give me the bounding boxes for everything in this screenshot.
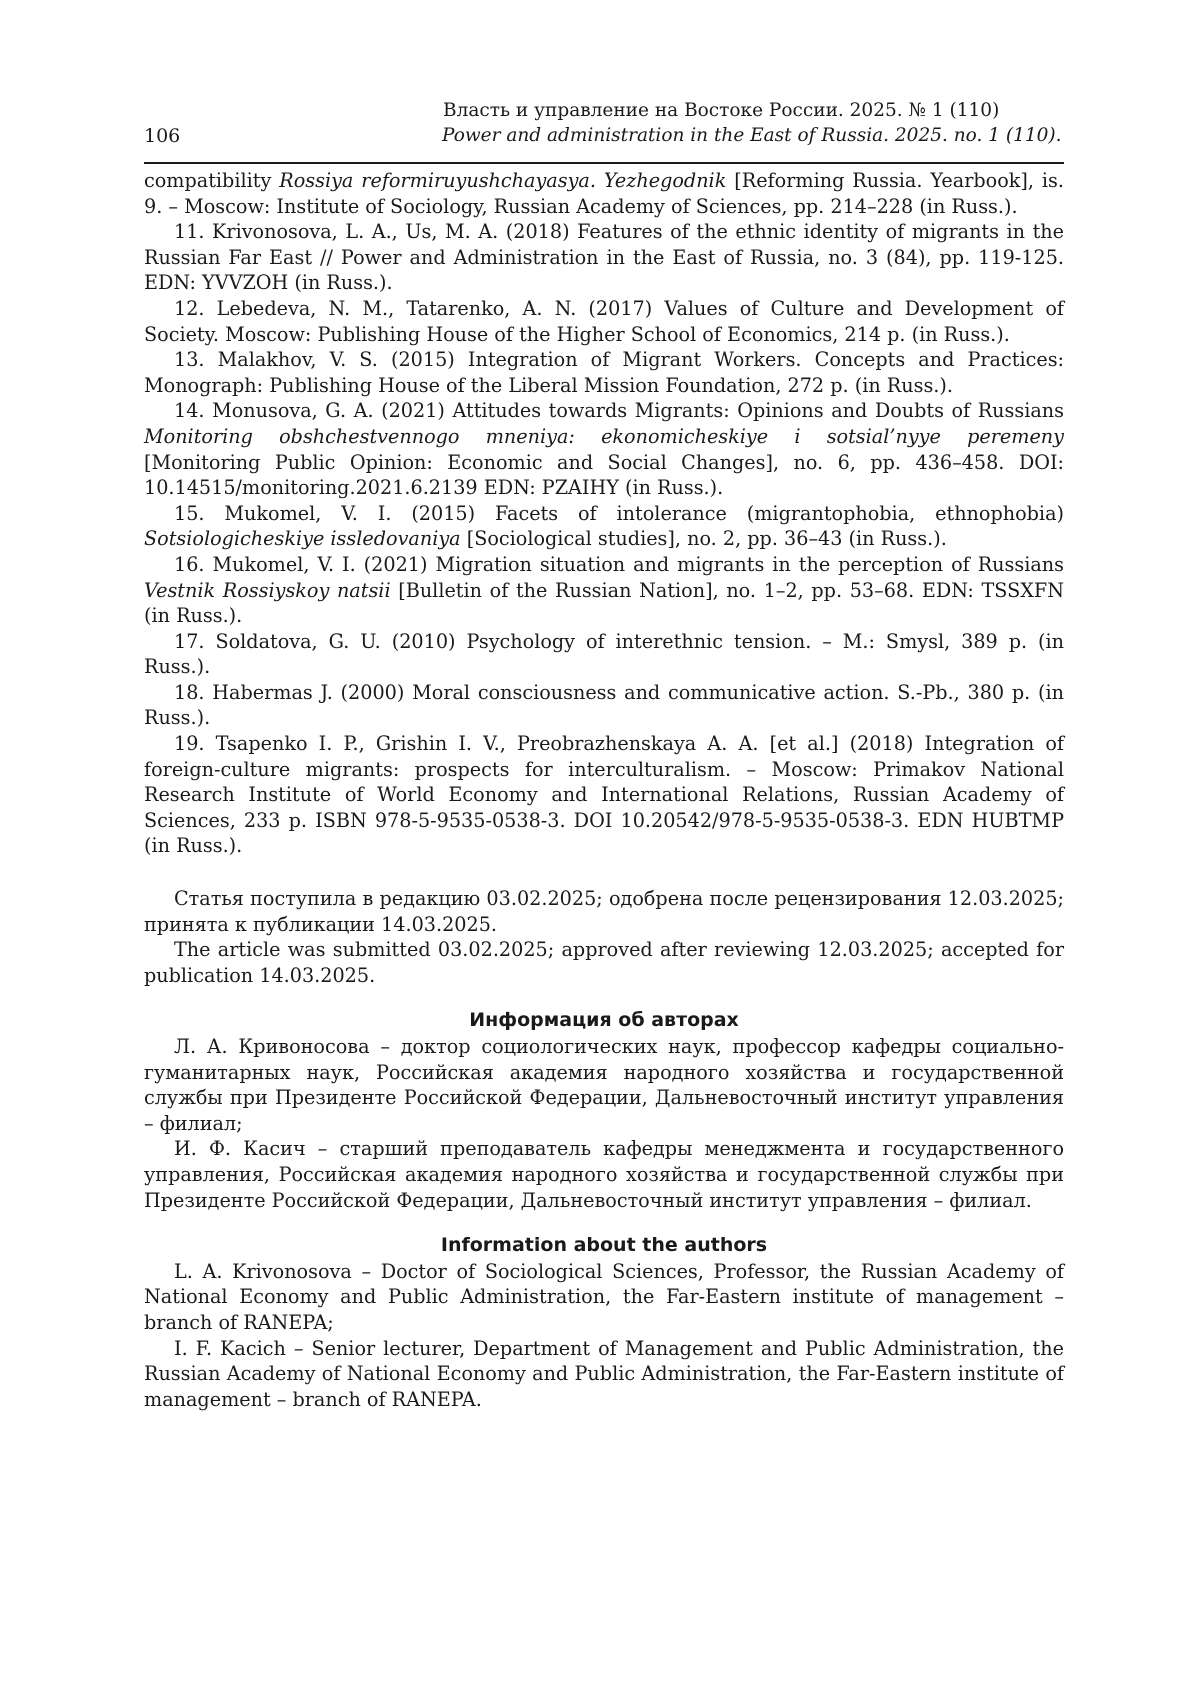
reference-text: [Reforming Russia. Yearbook], is. 9. – Moscow: Institute of Sociology, Russian Academy of Sciences, pp. 214–228 (in Russ.). bbox=[144, 169, 1064, 218]
journal-title-ru: Власть и управление на Востоке России. 2025. № 1 (110) bbox=[443, 100, 1000, 121]
reference-10-continuation bbox=[144, 168, 1064, 219]
author-2-ru: И. Ф. Касич – старший преподаватель кафедры менеджмента и государственного управления, Российская академия народного хозяйства и государственной службы при Президенте Российской Федерации, Дальневосточный институт управления – филиал. bbox=[144, 1137, 1064, 1212]
reference-source-italic: Vestnik Rossiyskoy natsii bbox=[144, 578, 391, 602]
author-1-en: L. A. Krivonosova – Doctor of Sociological Sciences, Professor, the Russian Academy of National Economy and Public Administration, the Far-Eastern institute of management – branch of RANEPA; bbox=[144, 1259, 1064, 1334]
reference-14 bbox=[144, 398, 1064, 500]
authors-info-en bbox=[144, 1233, 1064, 1412]
running-header bbox=[144, 98, 1064, 158]
section-spacer bbox=[144, 988, 1064, 1008]
reference-13: 13. Malakhov, V. S. (2015) Integration of Migrant Workers. Concepts and Practices: Monograph: Publishing House of the Liberal Mission Foundation, 272 p. (in Russ.). bbox=[144, 348, 1064, 397]
submission-info bbox=[144, 886, 1064, 988]
reference-source-italic: Sotsiologicheskiye issledovaniya bbox=[144, 527, 461, 551]
page-content bbox=[144, 168, 1064, 1412]
author-1-ru: Л. А. Кривоносова – доктор социологических наук, профессор кафедры социально-гуманитарных наук, Российская академия народного хозяйства и государственной службы при Президенте Российской Федерации, Дальневосточный институт управления – филиал; bbox=[144, 1035, 1064, 1135]
authors-heading-ru: Информация об авторах bbox=[469, 1009, 739, 1032]
reference-17: 17. Soldatova, G. U. (2010) Psychology of interethnic tension. – M.: Smysl, 389 p. (in Russ.). bbox=[144, 629, 1064, 679]
reference-text: [Monitoring Public Opinion: Economic and Social Changes], no. 6, pp. 436–458. DOI: 10.14515/monitoring.2021.6.2139 EDN: PZAIHY (in Russ.). bbox=[144, 450, 1064, 500]
submission-dates-ru: Статья поступила в редакцию 03.02.2025; одобрена после рецензирования 12.03.2025; принята к публикации 14.03.2025. bbox=[144, 887, 1064, 936]
reference-text: [Sociological studies], no. 2, pp. 36–43 (in Russ.). bbox=[460, 527, 947, 551]
reference-15 bbox=[144, 501, 1064, 552]
reference-16 bbox=[144, 552, 1064, 629]
reference-text: 15. Mukomel, V. I. (2015) Facets of intolerance (migrantophobia, ethnophobia) bbox=[174, 501, 1064, 525]
reference-19: 19. Tsapenko I. P., Grishin I. V., Preobrazhenskaya A. A. [et al.] (2018) Integration of foreign-culture migrants: prospects for interculturalism. – Moscow: Primakov National Research Institute of World Economy and International Relations, Russian Academy of Sciences, 233 p. ISBN 978-5-9535-0538-3. DOI 10.20542/978-5-9535-0538-3. EDN HUBTMP (in Russ.). bbox=[144, 732, 1064, 858]
author-2-en: I. F. Kacich – Senior lecturer, Department of Management and Public Administration, the Russian Academy of National Economy and Public Administration, the Far-Eastern institute of management – branch of RANEPA. bbox=[144, 1336, 1064, 1411]
reference-source-italic: Rossiya reformiruyushchayasya. Yezhegodnik bbox=[279, 169, 727, 192]
page-number: 106 bbox=[144, 125, 181, 147]
section-spacer bbox=[144, 859, 1064, 886]
authors-info-ru bbox=[144, 1008, 1064, 1213]
reference-text: compatibility bbox=[144, 169, 280, 192]
authors-heading-en: Information about the authors bbox=[440, 1234, 768, 1257]
reference-text: 14. Monusova, G. A. (2021) Attitudes towards Migrants: Opinions and Doubts of Russians bbox=[174, 399, 1064, 423]
references-list bbox=[144, 168, 1064, 859]
header-rule bbox=[144, 162, 1064, 164]
section-spacer bbox=[144, 1213, 1064, 1233]
reference-11: 11. Krivonosova, L. A., Us, M. A. (2018) Features of the ethnic identity of migrants in the Russian Far East // Power and Administration in the East of Russia, no. 3 (84), pp. 119-125. EDN: YVVZOH (in Russ.). bbox=[144, 220, 1064, 295]
reference-text: [Bulletin of the Russian Nation], no. 1–2, pp. 53–68. EDN: TSSXFN (in Russ.). bbox=[144, 578, 1064, 628]
reference-12: 12. Lebedeva, N. M., Tatarenko, A. N. (2017) Values of Culture and Development of Society. Moscow: Publishing House of the Higher School of Economics, 214 p. (in Russ.). bbox=[144, 296, 1064, 346]
reference-text: 16. Mukomel, V. I. (2021) Migration situation and migrants in the perception of Russians bbox=[174, 552, 1064, 576]
submission-dates-en: The article was submitted 03.02.2025; approved after reviewing 12.03.2025; accepted for publication 14.03.2025. bbox=[144, 938, 1064, 987]
reference-source-italic: Monitoring obshchestvennogo mneniya: ekonomicheskiye i sotsial’nyye peremeny bbox=[144, 424, 1064, 448]
reference-18: 18. Habermas J. (2000) Moral consciousness and communicative action. S.-Pb., 380 p. (in Russ.). bbox=[144, 680, 1064, 730]
journal-title-en: Power and administration in the East of Russia. 2025. no. 1 (110). bbox=[442, 125, 1062, 146]
